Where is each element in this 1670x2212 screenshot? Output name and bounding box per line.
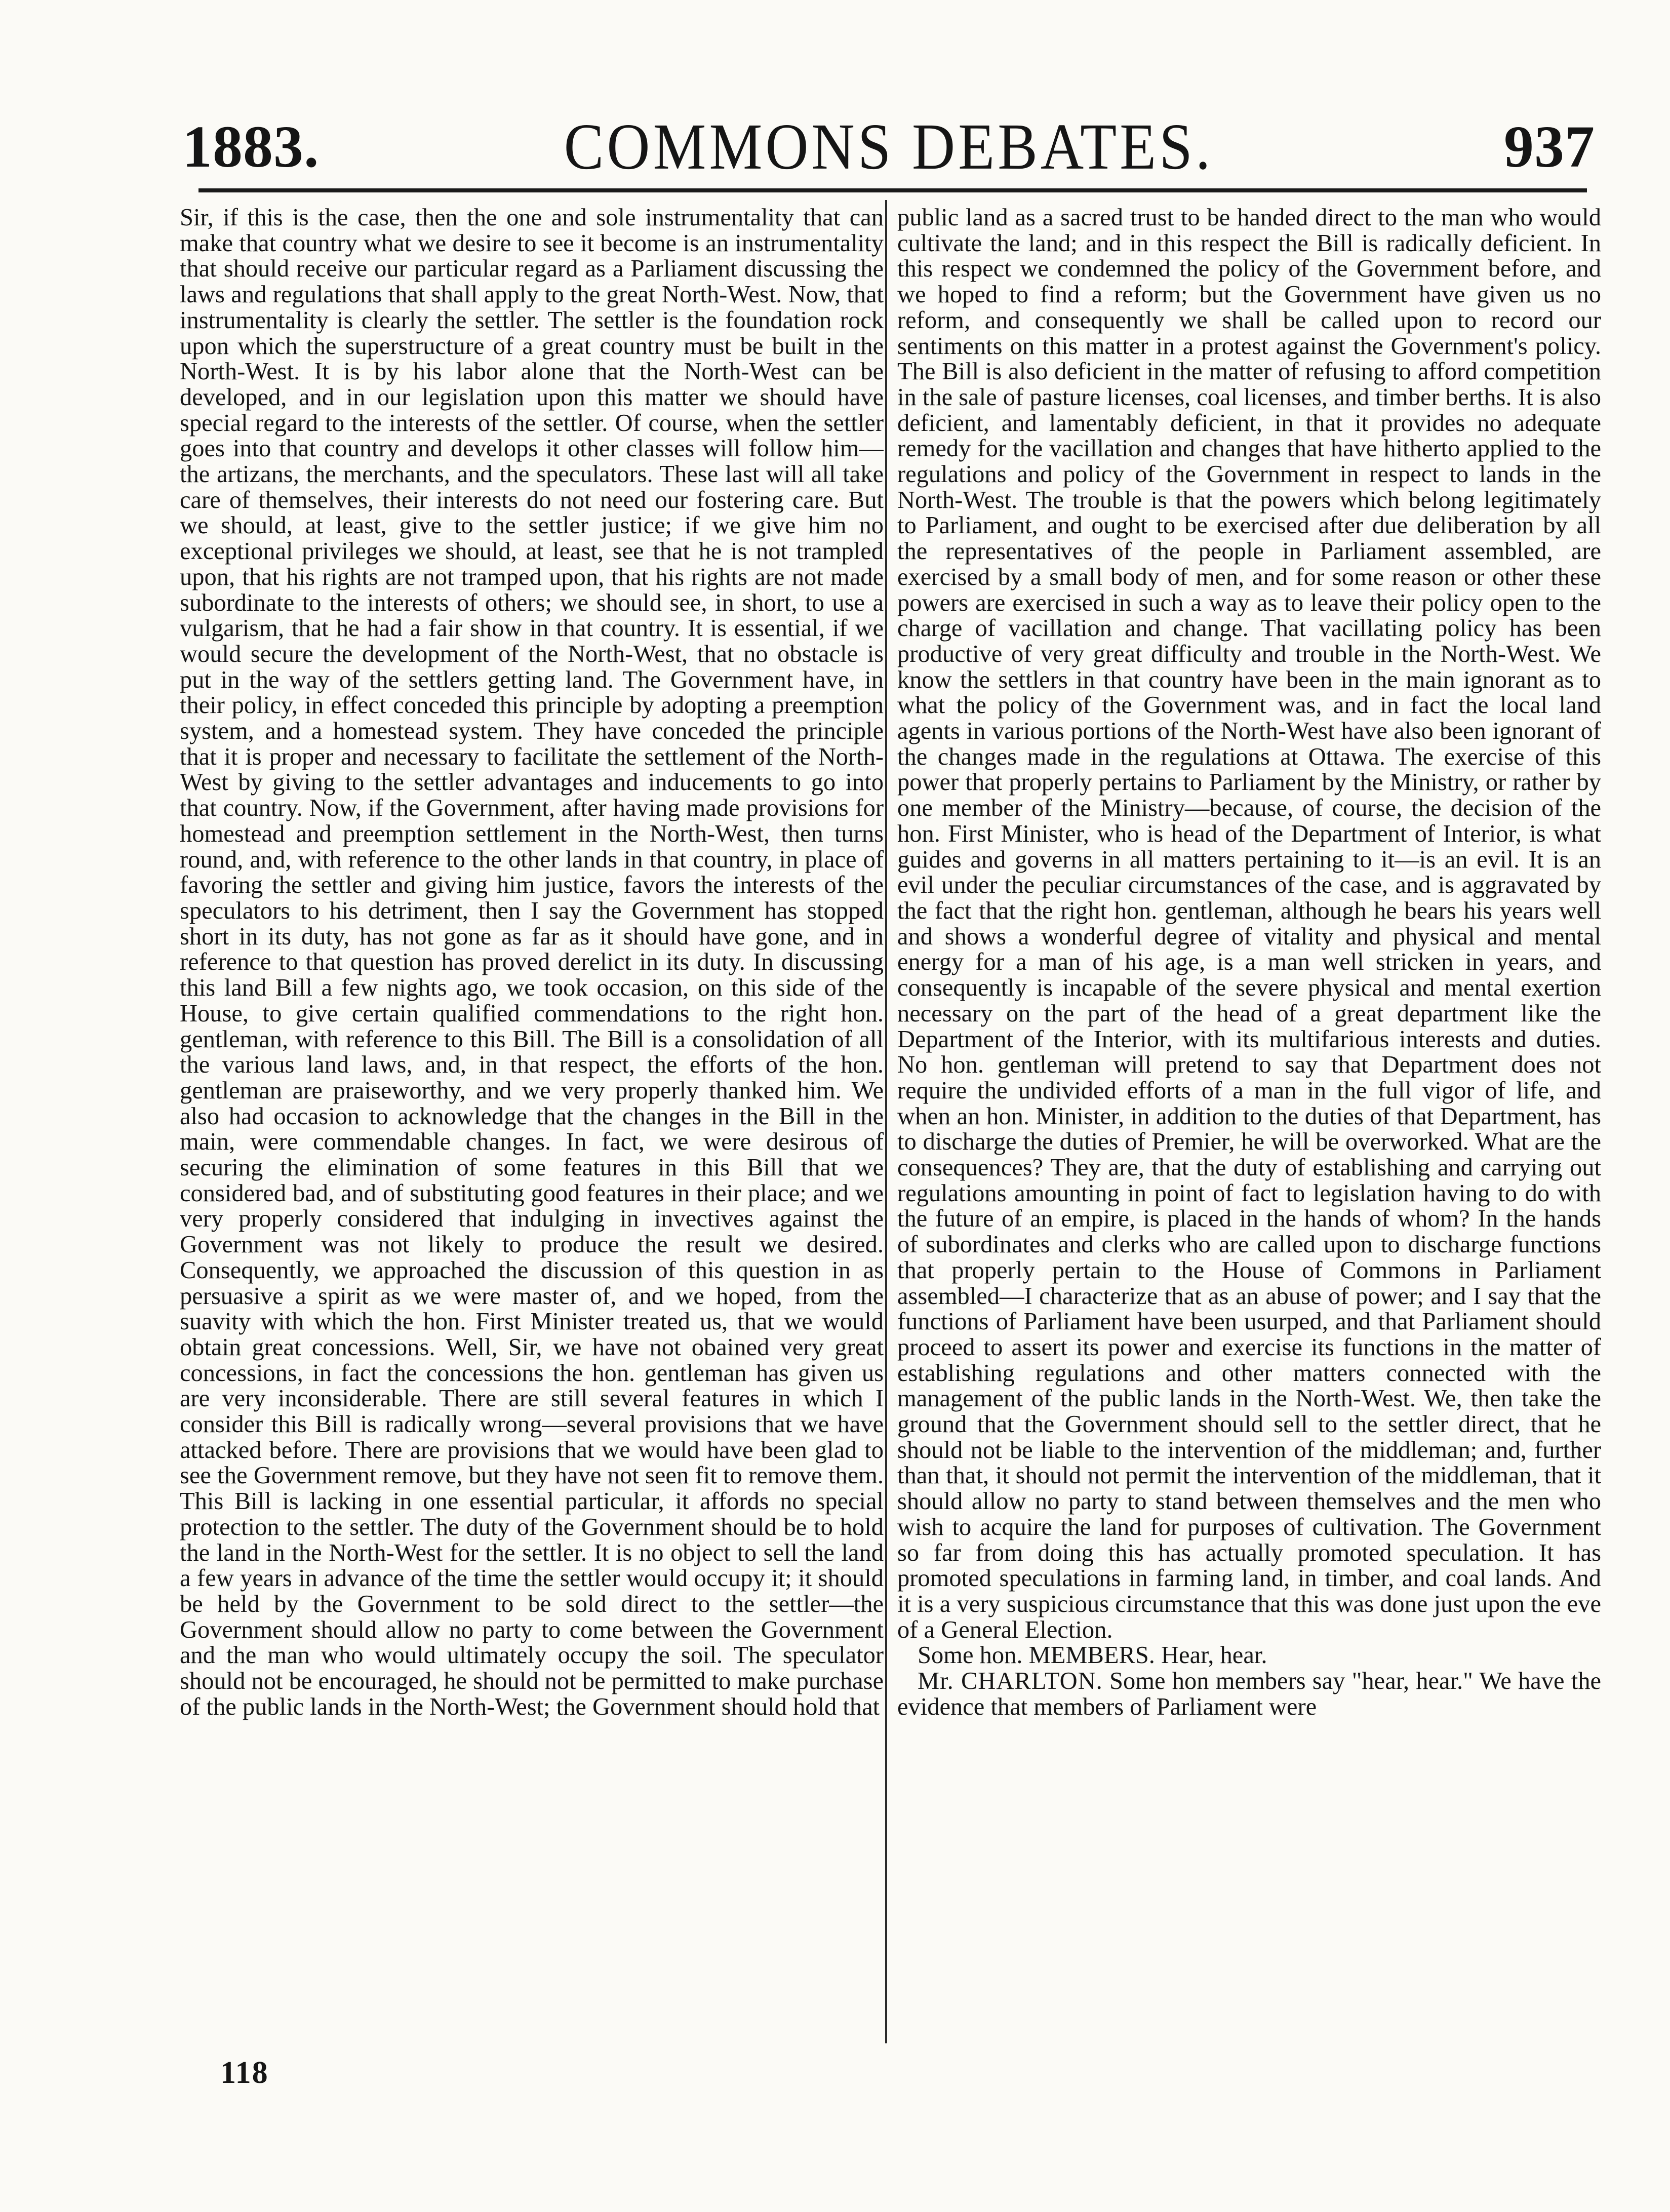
header-rule [198,188,1587,192]
speaker-paragraph [897,1669,1601,1720]
column-divider [885,200,887,2043]
header-year: 1883. [182,113,320,180]
interjection: Some hon. MEMBERS. Hear, hear. [918,1642,1267,1669]
page-number: 937 [1504,113,1595,180]
speech-text: Some hon members say "hear, hear." We have the evidence that members of Parliament were [897,1668,1601,1720]
left-column [180,205,884,2059]
signature-mark: 118 [220,2056,269,2090]
right-column [897,205,1601,2059]
page-title: COMMONS DEBATES. [564,110,1214,183]
left-paragraph: Sir, if this is the case, then the one and sole instrumentality that can make that country what we desire to see it become is an instrumentality that should receive our particular regard as a Parliament discussing the laws and regulations that shall apply to the great North-West. Now, that instrumentality is clearly the settler. The settler is the foundation rock upon which the superstructure of a great country must be built in the North-West. It is by his labor alone that the North-West can be developed, and in our legislation upon this matter we should have special regard to the interests of the settler. Of course, when the settler goes into that country and develops it other classes will follow him—the artizans, the merchants, and the speculators. These last will all take care of themselves, their interests do not need our fostering care. But we should, at least, give to the settler justice; if we give him no exceptional privileges we should, at least, see that he is not trampled upon, that his rights are not tramped upon, that his rights are not made subordinate to the interests of others; we should see, in short, to use a vulgarism, that he had a fair show in that country. It is essential, if we would secure the development of the North-West, that no obstacle is put in the way of the settlers getting land. The Government have, in their policy, in effect conceded this principle by adopting a preemption system, and a homestead system. They have conceded the principle that it is proper and necessary to facilitate the settlement of the North-West by giving to the settler advantages and inducements to go into that country. Now, if the Government, after having made provisions for homestead and preemption settlement in the North-West, then turns round, and, with reference to the other lands in that country, in place of favoring the settler and giving him justice, favors the interests of the speculators to his detriment, then I say the Government has stopped short in its duty, has not gone as far as it should have gone, and in reference to that question has proved derelict in its duty. In discussing this land Bill a few nights ago, we took occasion, on this side of the House, to give certain qualified commendations to the right hon. gentleman, with reference to this Bill. The Bill is a consolidation of all the various land laws, and, in that respect, the efforts of the hon. gentleman are praiseworthy, and we very properly thanked him. We also had occasion to acknowledge that the changes in the Bill in the main, were commendable changes. In fact, we were desirous of securing the elimination of some features in this Bill that we considered bad, and of substituting good features in their place; and we very properly considered that indulging in invectives against the Government was not likely to produce the result we desired. Consequently, we approached the discussion of this question in as persuasive a spirit as we were master of, and we hoped, from the suavity with which the hon. First Minister treated us, that we would obtain great concessions. Well, Sir, we have not obained very great concessions, in fact the concessions the hon. gentleman has given us are very inconsiderable. There are still several features in which I consider this Bill is radically wrong—several provisions that we have attacked before. There are provisions that we would have been glad to see the Government remove, but they have not seen fit to remove them. This Bill is lacking in one essential particular, it affords no special protection to the settler. The duty of the Government should be to hold the land in the North-West for the settler. It is no object to sell the land a few years in advance of the time the settler would occupy it; it should be held by the Government to be sold direct to the settler—the Government should allow no party to come between the Government and the man who would ultimately occupy the soil. The speculator should not be encouraged, he should not be permitted to make purchase of the public lands in the North-West; the Government should hold that [180,205,884,1720]
page-header [182,109,1595,185]
speaker-name: Mr. CHARLTON. [918,1668,1103,1695]
right-paragraph: public land as a sacred trust to be handed direct to the man who would cultivate the land; and in this respect the Bill is radically deficient. In this respect we condemned the policy of the Government before, and we hoped to find a reform; but the Government have given us no reform, and consequently we shall be called upon to record our sentiments on this matter in a protest against the Government's policy. The Bill is also deficient in the matter of refusing to afford competition in the sale of pasture licenses, coal licenses, and timber berths. It is also deficient, and lamentably deficient, in that it provides no adequate remedy for the vacillation and changes that have hitherto applied to the regulations and policy of the Government in respect to lands in the North-West. The trouble is that the powers which belong legitimately to Parliament, and ought to be exercised after due deliberation by all the representatives of the people in Parliament assembled, are exercised by a small body of men, and for some reason or other these powers are exercised in such a way as to leave their policy open to the charge of vacillation and change. That vacillating policy has been productive of very great difficulty and trouble in the North-West. We know the settlers in that country have been in the main ignorant as to what the policy of the Government was, and in fact the local land agents in various portions of the North-West have also been ignorant of the changes made in the regulations at Ottawa. The exercise of this power that properly pertains to Parliament by the Ministry, or rather by one member of the Ministry—because, of course, the decision of the hon. First Minister, who is head of the Department of Interior, is what guides and governs in all matters pertaining to it—is an evil. It is an evil under the peculiar circumstances of the case, and is aggravated by the fact that the right hon. gentleman, although he bears his years well and shows a wonderful degree of vitality and physical and mental energy for a man of his age, is a man well stricken in years, and consequently is incapable of the severe physical and mental exertion necessary on the part of the head of a great department like the Department of the Interior, with its multifarious interests and duties. No hon. gentleman will pretend to say that Department does not require the undivided efforts of a man in the full vigor of life, and when an hon. Minister, in addition to the duties of that Department, has to discharge the duties of Premier, he will be overworked. What are the consequences? They are, that the duty of establishing and carrying out regulations amounting in point of fact to legislation having to do with the future of an empire, is placed in the hands of whom? In the hands of subordinates and clerks who are called upon to discharge functions that properly pertain to the House of Commons in Parliament assembled—I characterize that as an abuse of power; and I say that the functions of Parliament have been usurped, and that Parliament should proceed to assert its power and exercise its functions in the matter of establishing regulations and other matters connected with the management of the public lands in the North-West. We, then take the ground that the Government should sell to the settler direct, that he should not be liable to the intervention of the middleman; and, further than that, it should not permit the intervention of the middleman, that it should allow no party to stand between themselves and the men who wish to acquire the land for purposes of cultivation. The Government so far from doing this has actually promoted speculation. It has promoted speculations in farming land, in timber, and coal lands. And it is a very suspicious circumstance that this was done just upon the eve of a General Election. [897,205,1601,1643]
